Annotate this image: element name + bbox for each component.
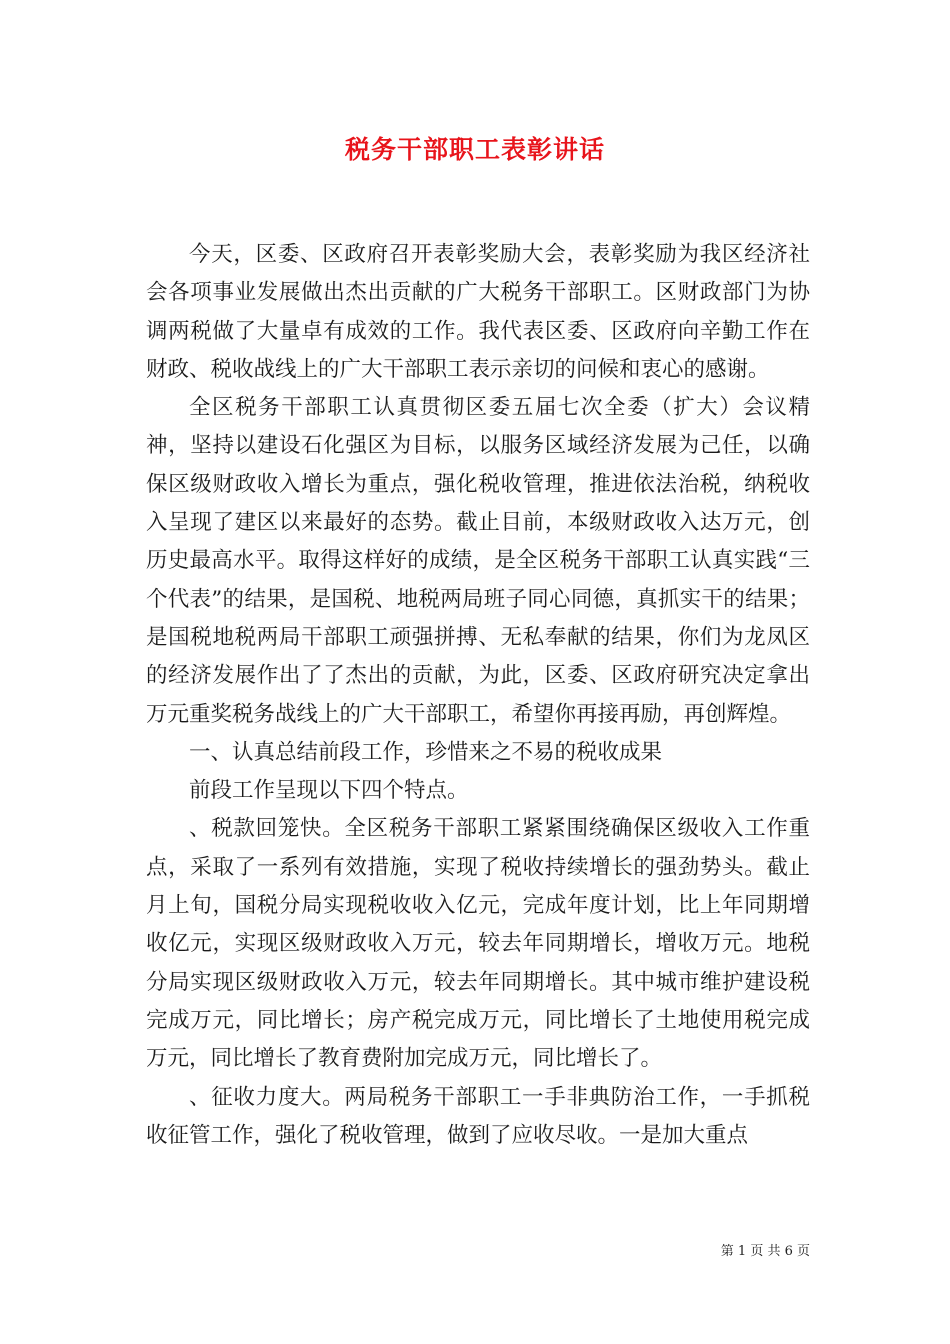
- paragraph-features-intro: 前段工作呈现以下四个特点。: [189, 778, 469, 804]
- paragraph-achievements: 全区税务干部职工认真贯彻区委五届七次全委（扩大）会议精神，坚持以建设石化强区为目标，以服务区域经济发展为己任，以确保区级财政收入增长为重点，强化税收管理，推进依法治税，纳税收入呈现了建区以来最好的态势。截止目前，本级财政收入达万元，创历史最高水平。取得这样好的成绩，是全区税务干部职工认真实践“三个代表”的结果，是国税、地税两局班子同心同德，真抓实干的结果；是国税地税两局干部职工顽强拼搏、无私奉献的结果，你们为龙凤区的经济发展作出了了杰出的贡献，为此，区委、区政府研究决定拿出万元重奖税务战线上的广大干部职工，希望你再接再励，再创辉煌。: [146, 395, 810, 727]
- document-body: [146, 236, 810, 1155]
- document-title: 税务干部职工表彰讲话: [344, 135, 605, 164]
- paragraph-opening: 今天，区委、区政府召开表彰奖励大会，表彰奖励为我区经济社会各项事业发展做出杰出贡献的广大税务干部职工。区财政部门为协调两税做了大量卓有成效的工作。我代表区委、区政府向辛勤工作在财政、税收战线上的广大干部职工表示亲切的问候和衷心的感谢。: [146, 242, 810, 382]
- section-heading-1: 一、认真总结前段工作，珍惜来之不易的税收成果: [189, 739, 663, 765]
- paragraph-feature-1: 、税款回笼快。全区税务干部职工紧紧围绕确保区级收入工作重点，采取了一系列有效措施，实现了税收持续增长的强劲势头。截止月上旬，国税分局实现税收收入亿元，完成年度计划，比上年同期增收亿元，实现区级财政收入万元，较去年同期增长，增收万元。地税分局实现区级财政收入万元，较去年同期增长。其中城市维护建设税完成万元，同比增长；房产税完成万元，同比增长了土地使用税完成万元，同比增长了教育费附加完成万元，同比增长了。: [146, 816, 810, 1072]
- page-number-footer: 第 1 页 共 6 页: [720, 1244, 810, 1259]
- paragraph-feature-2: 、征收力度大。两局税务干部职工一手非典防治工作，一手抓税收征管工作，强化了税收管理，做到了应收尽收。一是加大重点: [146, 1084, 810, 1148]
